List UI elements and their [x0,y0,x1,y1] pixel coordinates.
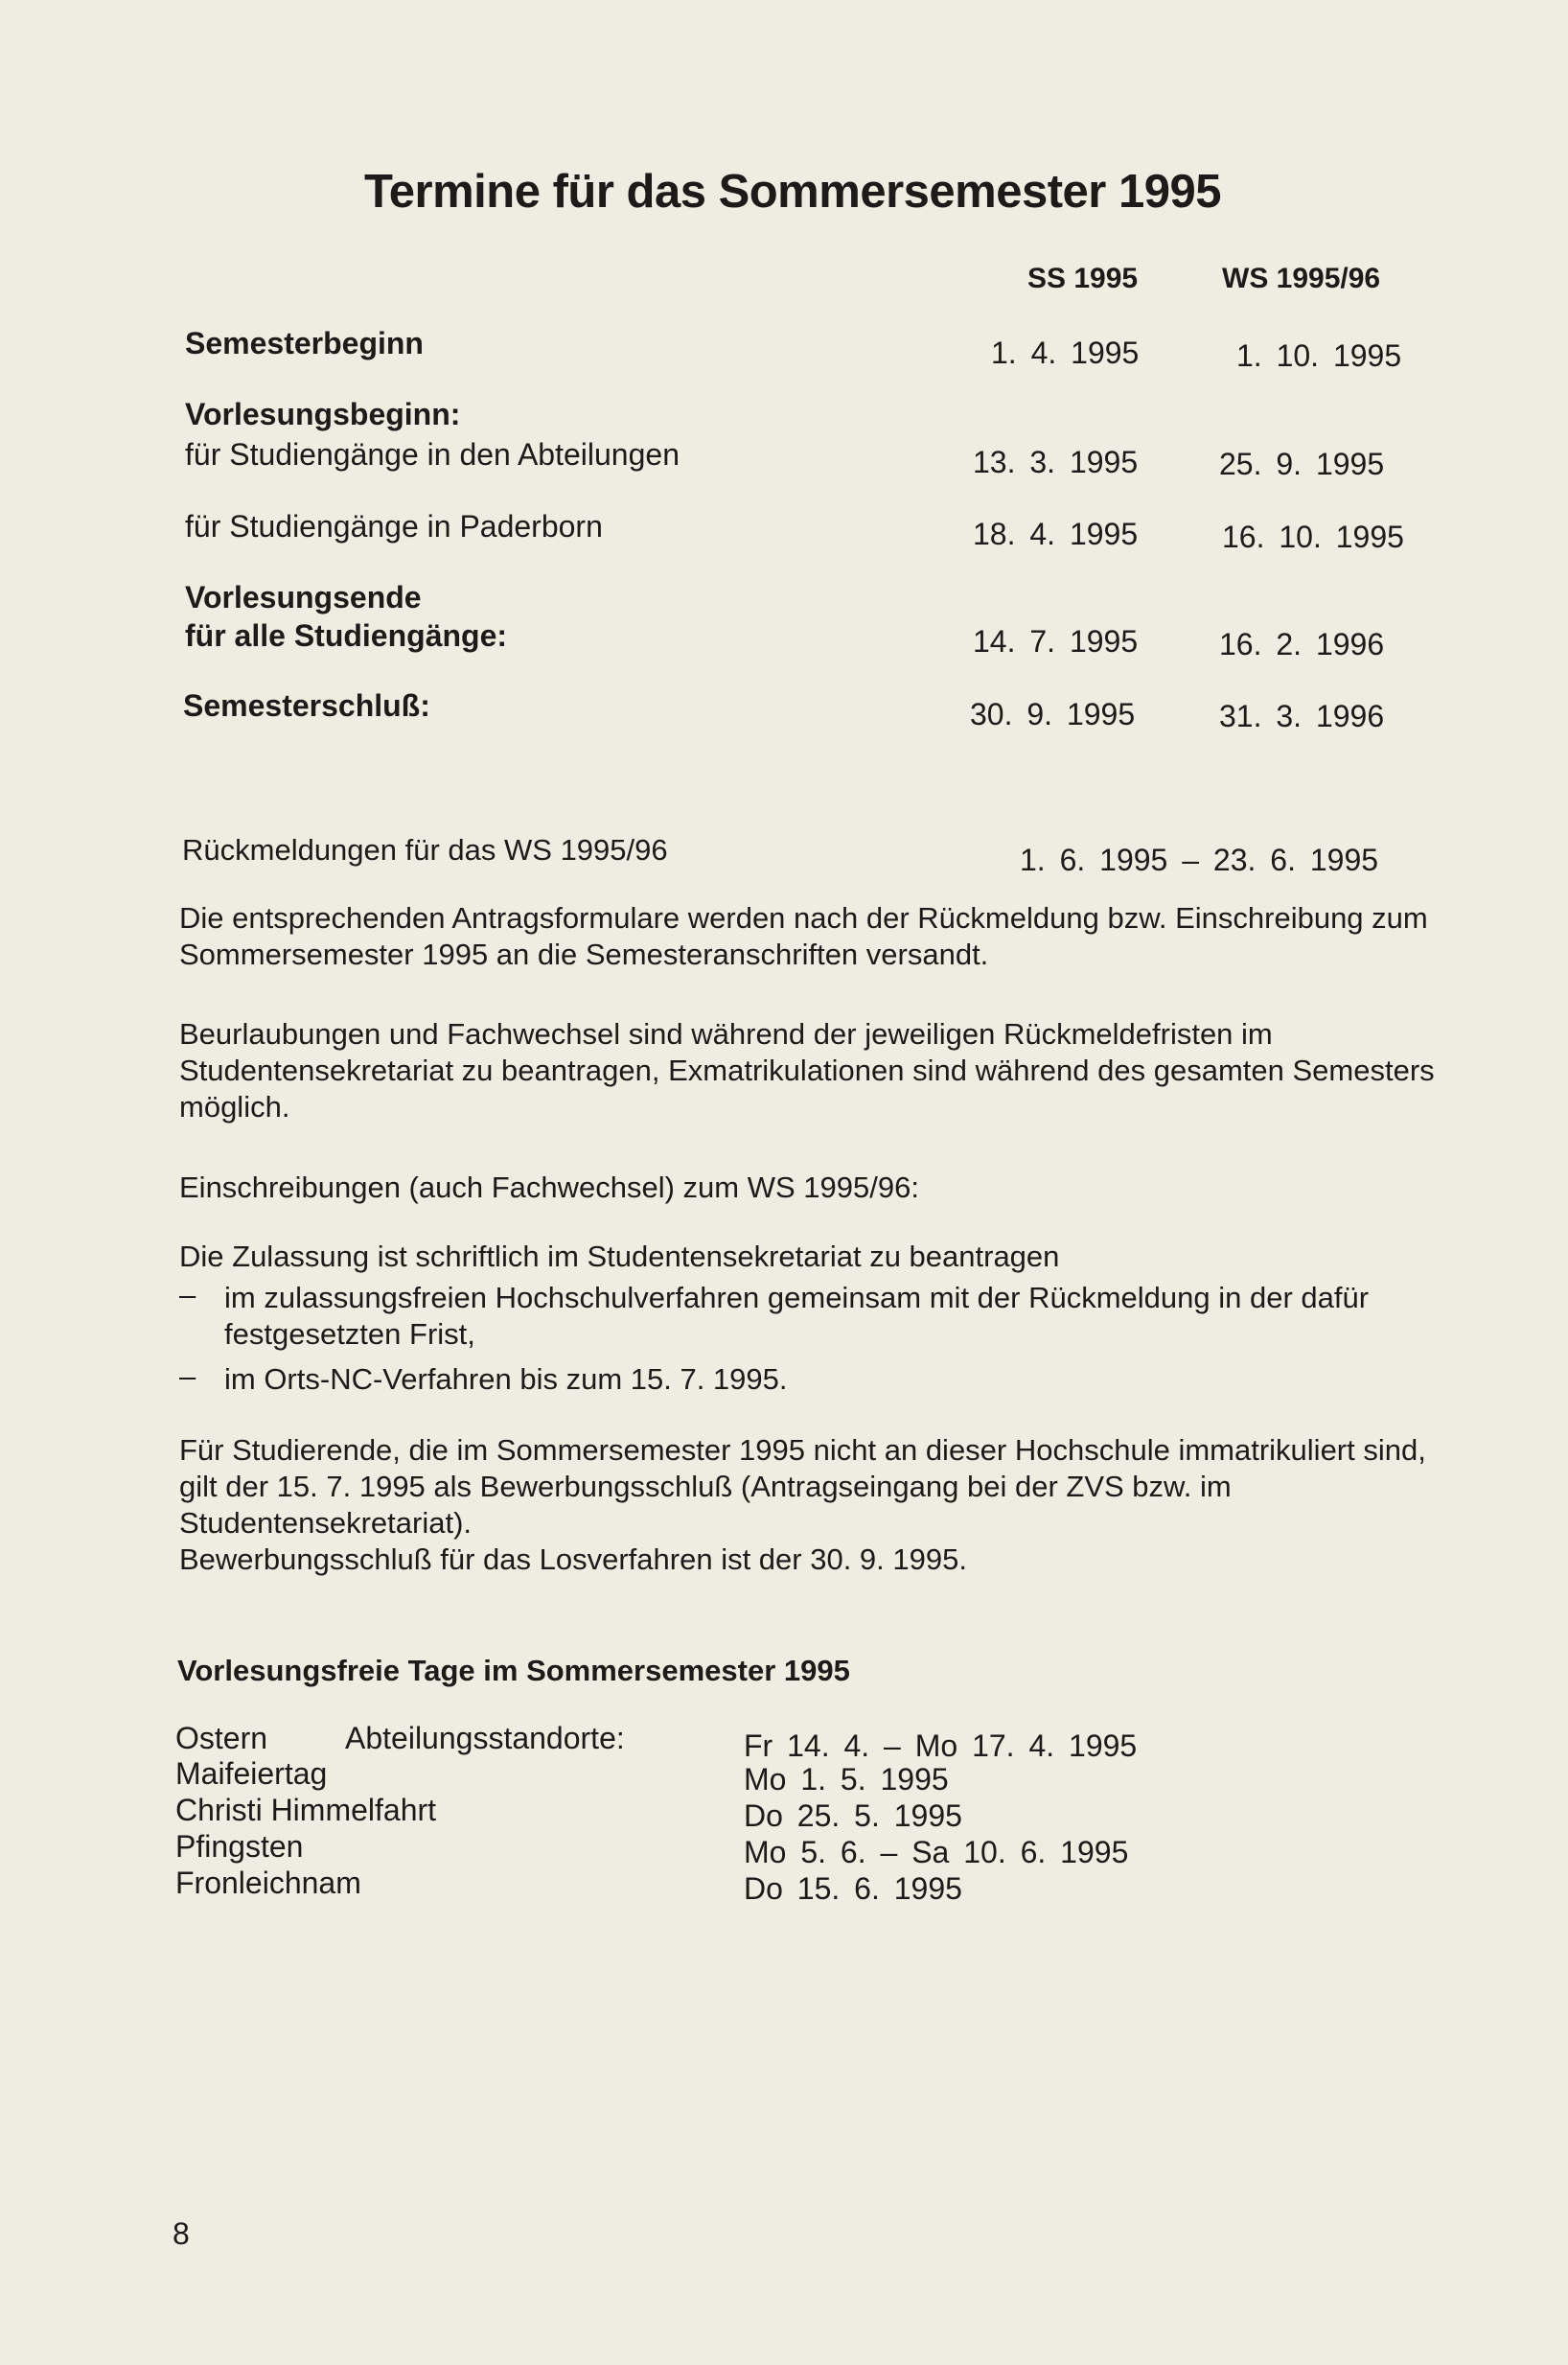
holiday-name-fronleichnam: Fronleichnam [175,1866,361,1900]
bullet-item-1: im zulassungsfreien Hochschulverfahren gemeinsam mit der Rückmeldung in der dafür festgesetzten Frist, [224,1281,1370,1351]
value-semesterschluss-ws: 31. 3. 1996 [1219,699,1385,733]
label-vorlesungsende-line1: Vorlesungsende [185,580,422,614]
holiday-name-maifeiertag: Maifeiertag [175,1756,328,1791]
paragraph-losverfahren-text: Bewerbungsschluß für das Losverfahren ist der 30. 9. 1995. [179,1542,967,1576]
holiday-date-ostern: Fr 14. 4. – Mo 17. 4. 1995 [744,1728,1138,1763]
paragraph-beurlaubung-text: Beurlaubungen und Fachwechsel sind während der jeweiligen Rückmeldefristen im Studentensekretariat zu beantragen, Exmatrikulationen sind während des gesamten Semesters möglich. [179,1017,1435,1124]
value-vorlesungsende-ss: 14. 7. 1995 [973,624,1139,659]
paragraph-losverfahren [179,1542,1444,1578]
page-title: Termine für das Sommersemester 1995 [364,166,1221,218]
page-number: 8 [173,2216,190,2251]
heading-vorlesungsbeginn: Vorlesungsbeginn: [185,397,461,431]
holiday-name-pfingsten: Pfingsten [175,1829,304,1864]
value-semesterschluss-ss: 30. 9. 1995 [970,697,1136,731]
paragraph-studierende [179,1432,1444,1542]
paragraph-antrag-text: Die entsprechenden Antragsformulare werden nach der Rückmeldung bzw. Einschreibung zum Sommersemester 1995 an die Semesteranschriften versandt. [179,901,1428,971]
label-paderborn: für Studiengänge in Paderborn [185,509,603,544]
paragraph-antrag [179,900,1444,973]
paragraph-beurlaubung [179,1016,1444,1125]
label-rueckmeldung: Rückmeldungen für das WS 1995/96 [182,833,668,867]
paragraph-zulassung-text: Die Zulassung ist schriftlich im Studentensekretariat zu beantragen [179,1240,1060,1273]
holiday-date-fronleichnam: Do 15. 6. 1995 [744,1871,962,1906]
column-header-ws: WS 1995/96 [1222,263,1381,294]
holiday-date-himmelfahrt: Do 25. 5. 1995 [744,1798,962,1833]
label-semesterschluss: Semesterschluß: [183,688,430,723]
value-abteilungen-ss: 13. 3. 1995 [973,445,1139,479]
holiday-date-pfingsten: Mo 5. 6. – Sa 10. 6. 1995 [744,1835,1129,1869]
holidays-heading: Vorlesungsfreie Tage im Sommersemester 1995 [177,1654,850,1687]
bullet-dash-1: – [179,1278,196,1311]
holiday-date-maifeiertag: Mo 1. 5. 1995 [744,1762,949,1797]
value-vorlesungsende-ws: 16. 2. 1996 [1219,627,1385,661]
holiday-name-himmelfahrt: Christi Himmelfahrt [175,1793,437,1827]
value-paderborn-ws: 16. 10. 1995 [1222,520,1404,554]
value-semesterbeginn-ss: 1. 4. 1995 [991,336,1140,370]
column-header-ss: SS 1995 [1027,263,1139,294]
value-paderborn-ss: 18. 4. 1995 [973,517,1139,551]
value-semesterbeginn-ws: 1. 10. 1995 [1236,338,1402,373]
bullet-dash-2: – [179,1359,196,1393]
paragraph-studierende-text: Für Studierende, die im Sommersemester 1995 nicht an dieser Hochschule immatrikuliert sind, gilt der 15. 7. 1995 als Bewerbungsschluß (Antragseingang bei der ZVS bzw. im Studentensekretariat). [179,1433,1426,1540]
bullet-item-2: im Orts-NC-Verfahren bis zum 15. 7. 1995. [224,1362,788,1396]
paragraph-zulassung [179,1239,1444,1275]
value-abteilungen-ws: 25. 9. 1995 [1219,447,1385,481]
label-abteilungen: für Studiengänge in den Abteilungen [185,437,680,472]
paragraph-einschreibungen-text: Einschreibungen (auch Fachwechsel) zum WS 1995/96: [179,1171,919,1204]
label-vorlesungsende-line2: für alle Studiengänge: [185,618,508,653]
label-semesterbeginn: Semesterbeginn [185,326,424,360]
holiday-name-ostern: Ostern [175,1721,268,1755]
holiday-note-ostern: Abteilungsstandorte: [345,1721,625,1755]
paragraph-einschreibungen [179,1170,1444,1206]
value-rueckmeldung: 1. 6. 1995 – 23. 6. 1995 [1020,843,1379,877]
